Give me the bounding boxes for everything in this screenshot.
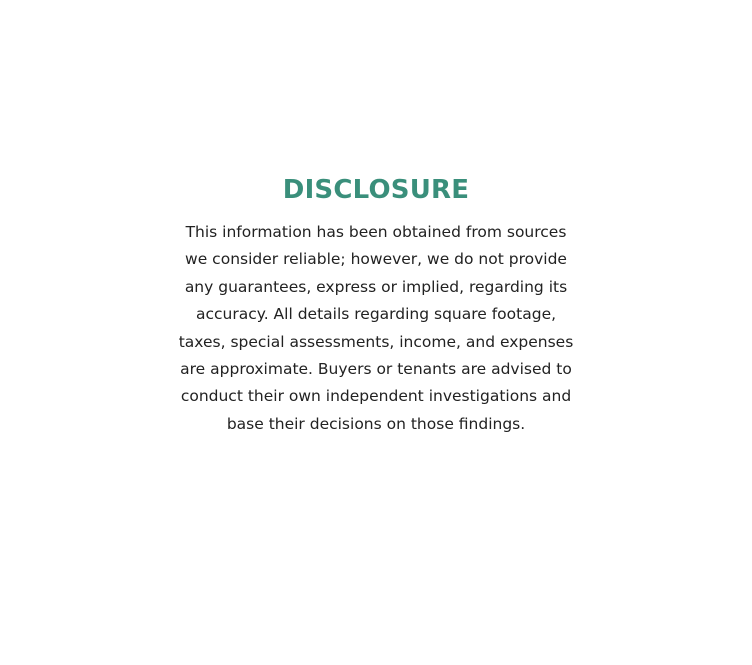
disclosure-line: base their decisions on those findings. <box>226 414 526 433</box>
disclosure-line: any guarantees, express or implied, regarding its <box>184 277 568 296</box>
disclosure-line: accuracy. All details regarding square footage, <box>195 305 557 324</box>
disclosure-line: taxes, special assessments, income, and expenses <box>178 332 574 351</box>
disclosure-line: we consider reliable; however, we do not provide <box>185 250 567 269</box>
disclosure-line: This information has been obtained from sources <box>185 223 567 241</box>
disclosure-body <box>156 219 596 438</box>
disclosure-title: DISCLOSURE <box>282 175 470 205</box>
disclosure-line: conduct their own independent investigations and <box>180 387 572 406</box>
disclosure-line: are approximate. Buyers or tenants are advised to <box>180 360 572 379</box>
disclosure-section <box>0 172 752 438</box>
